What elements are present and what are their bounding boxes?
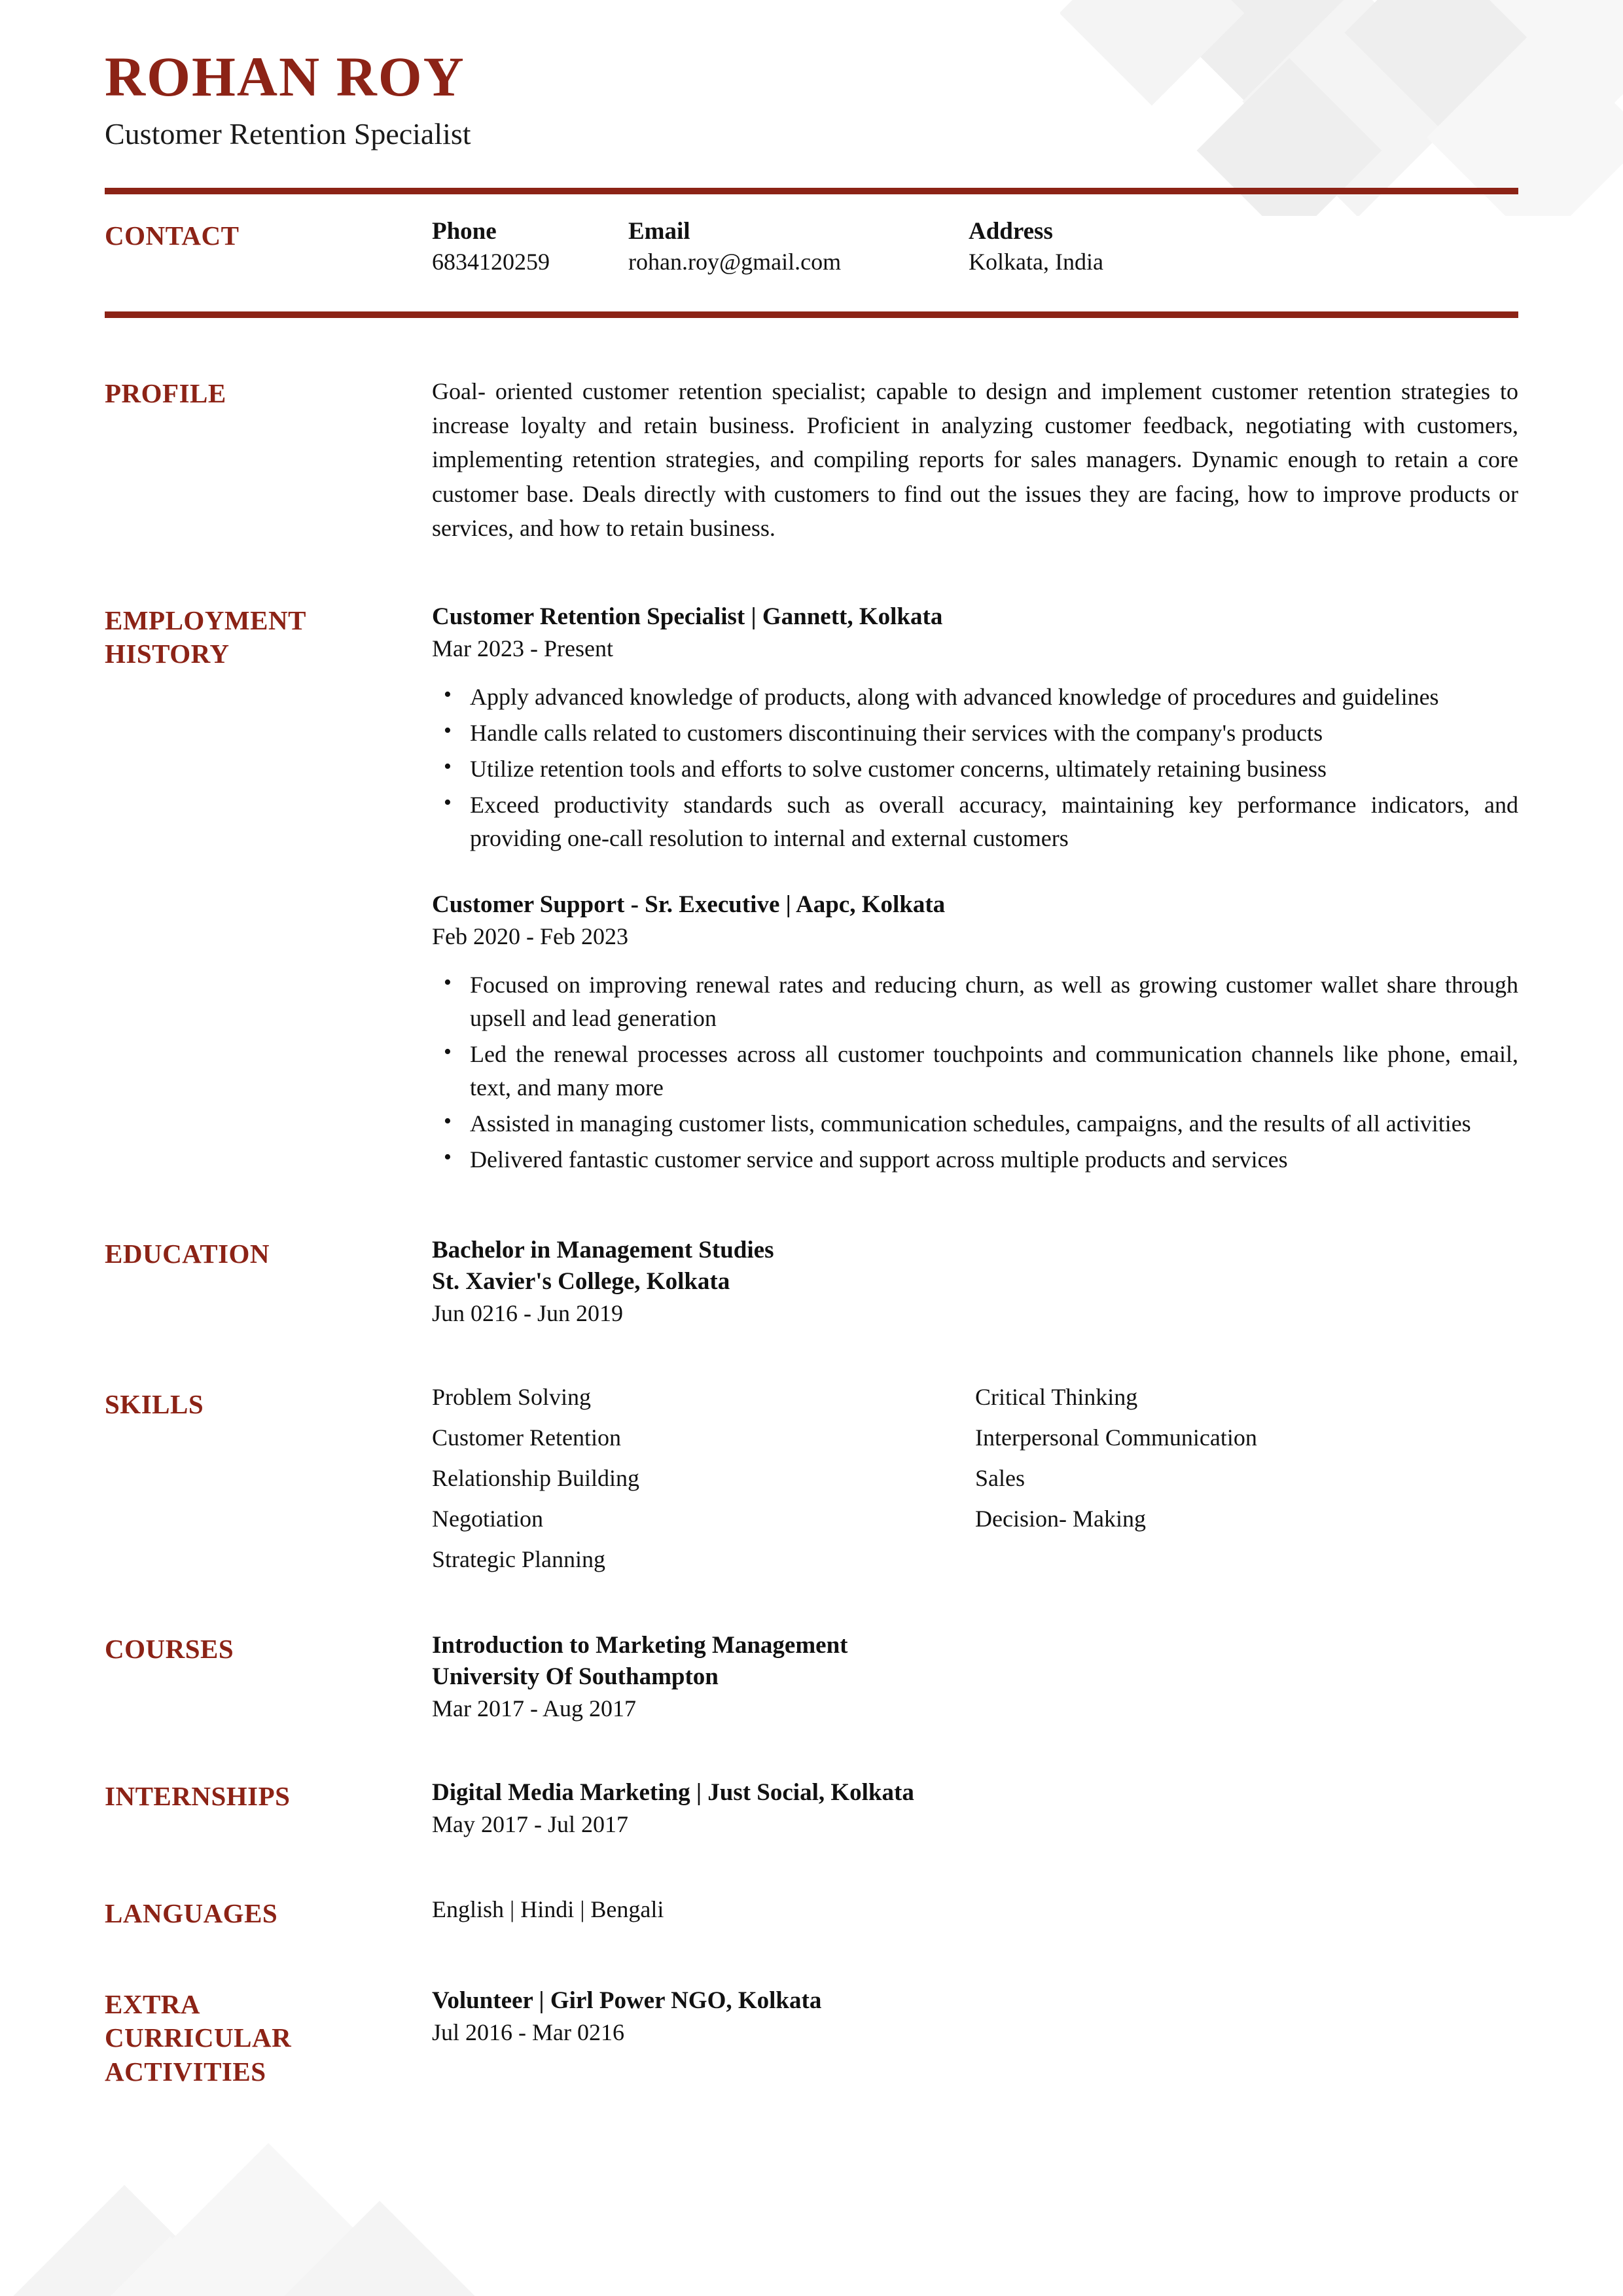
contact-body [432,217,1518,277]
section-label-courses: COURSES [105,1634,234,1665]
section-label-employment-line1: EMPLOYMENT [105,605,306,635]
course-dates: Mar 2017 - Aug 2017 [432,1695,636,1722]
section-extra-curricular-activities [105,1930,1518,2089]
employment-entry [432,889,1518,1176]
section-label-internships: INTERNSHIPS [105,1781,291,1812]
resume-header [105,0,1518,154]
list-item: • Apply advanced knowledge of products, along with advanced knowledge of procedures and guidelines [466,680,1518,714]
languages-text: English | Hindi | Bengali [432,1896,664,1922]
education-school: St. Xavier's College, Kolkata [432,1267,730,1295]
course-name: Introduction to Marketing Management [432,1632,848,1659]
section-label-profile: PROFILE [105,378,226,408]
skill-item: Strategic Planning [432,1546,605,1573]
header-divider-bottom [105,311,1518,318]
list-item: • Handle calls related to customers discontinuing their services with the company's products [466,716,1518,750]
skill-item: Interpersonal Communication [975,1424,1257,1451]
profile-text: Goal- oriented customer retention specialist; capable to design and implement customer retention strategies to increase loyalty and retain business. Proficient in analyzing customer feedback, negotiating with customers, implementing retention strategies, and compiling reports for sales managers. Dynamic enough to retain a core customer base. Deals directly with customers to find out the issues they are facing, how to improve products or services, and how to retain business. [432,378,1518,541]
employment-entry-dates: Mar 2023 - Present [432,635,613,662]
contact-value-email[interactable]: rohan.roy@gmail.com [628,249,842,275]
employment-entry-bullets [432,680,1518,856]
course-organization: University Of Southampton [432,1663,719,1691]
contact-field-email [628,217,969,277]
section-profile [105,318,1518,545]
contact-value-address: Kolkata, India [969,249,1103,275]
section-label-languages: LANGUAGES [105,1898,278,1928]
section-label-extra-line2: CURRICULAR [105,2022,292,2053]
extra-curricular-dates: Jul 2016 - Mar 0216 [432,2019,624,2046]
internship-heading: Digital Media Marketing | Just Social, Kolkata [432,1779,914,1807]
section-courses [105,1588,1518,1725]
courses-body [432,1630,1518,1725]
employment-entry-heading: Customer Retention Specialist | Gannett, Kolkata [432,603,943,630]
contact-field-address [969,217,1283,277]
employment-entry-bullets [432,968,1518,1177]
list-item: • Exceed productivity standards such as overall accuracy, maintaining key performance indicators, and providing one-call resolution to internal and external customers [466,788,1518,855]
contact-key-address: Address [969,217,1053,245]
list-item: • Led the renewal processes across all customer touchpoints and communication channels like phone, email, text, and many more [466,1038,1518,1104]
section-label-education: EDUCATION [105,1238,270,1269]
list-item: • Assisted in managing customer lists, communication schedules, campaigns, and the results of all activities [466,1107,1518,1140]
list-item: • Utilize retention tools and efforts to solve customer concerns, ultimately retaining business [466,752,1518,786]
section-label-extra-line1: EXTRA [105,1989,201,2020]
section-contact [105,194,1518,297]
extra-curricular-heading: Volunteer | Girl Power NGO, Kolkata [432,1987,822,2015]
skill-item: Relationship Building [432,1465,640,1492]
section-employment-history [105,545,1518,1180]
section-languages [105,1841,1518,1930]
section-skills [105,1329,1518,1588]
section-education [105,1180,1518,1330]
header-job-title: Customer Retention Specialist [105,117,471,151]
employment-entry [432,601,1518,855]
contact-value-phone[interactable]: 6834120259 [432,249,550,275]
section-label-extra-curricular [105,1985,432,2089]
section-label-employment-history [105,601,432,1180]
skills-body [432,1385,1518,1588]
education-dates: Jun 0216 - Jun 2019 [432,1299,624,1326]
list-item: • Delivered fantastic customer service and support across multiple products and services [466,1143,1518,1176]
header-divider-top [105,188,1518,194]
internship-dates: May 2017 - Jul 2017 [432,1811,628,1838]
contact-field-phone [432,217,628,277]
skill-item: Sales [975,1465,1025,1492]
section-label-contact: CONTACT [105,220,240,251]
languages-body [432,1894,1518,1930]
extra-curricular-body [432,1985,1518,2089]
skill-item: Decision- Making [975,1506,1146,1532]
skill-item: Critical Thinking [975,1384,1138,1411]
skill-item: Problem Solving [432,1384,592,1411]
section-internships [105,1725,1518,1841]
education-body [432,1235,1518,1330]
page-title: ROHAN ROY [105,45,465,108]
contact-key-phone: Phone [432,217,497,245]
skills-column-right [975,1385,1518,1588]
section-label-skills: SKILLS [105,1389,204,1420]
employment-body [432,601,1518,1180]
skill-item: Customer Retention [432,1424,621,1451]
education-degree: Bachelor in Management Studies [432,1236,774,1263]
skills-column-left [432,1385,975,1588]
section-label-extra-line3: ACTIVITIES [105,2056,266,2087]
profile-body [432,374,1518,545]
section-label-employment-line2: HISTORY [105,639,230,669]
list-item: • Focused on improving renewal rates and reducing churn, as well as growing customer wallet share through upsell and lead generation [466,968,1518,1035]
contact-key-email: Email [628,217,690,245]
employment-entry-dates: Feb 2020 - Feb 2023 [432,923,628,950]
skill-item: Negotiation [432,1506,543,1532]
internships-body [432,1777,1518,1841]
employment-entry-heading: Customer Support - Sr. Executive | Aapc, Kolkata [432,891,946,919]
